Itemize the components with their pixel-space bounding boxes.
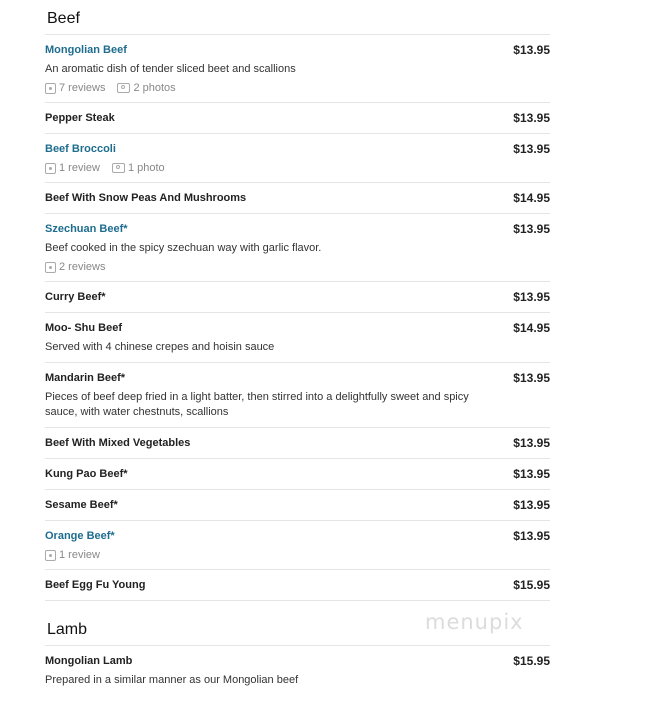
menu-item-description: Pieces of beef deep fried in a light batter, then stirred into a delightfully sweet and spicy sauce, with water chestnuts, scallions: [45, 391, 469, 418]
reviews-count: 1 review: [59, 549, 100, 561]
menu-item: [45, 521, 550, 570]
menu-item-name: Sesame Beef*: [45, 499, 118, 511]
menu-item: [45, 428, 550, 459]
menu-item: [45, 134, 550, 183]
reviews-link[interactable]: [45, 260, 105, 274]
review-icon: [45, 83, 56, 94]
menu-item-price: $13.95: [513, 290, 550, 304]
menu-item: [45, 103, 550, 134]
menu-item-price: $14.95: [513, 191, 550, 205]
menu-item-price: $13.95: [513, 43, 550, 57]
menu-item: [45, 214, 550, 282]
menu-item-description: Prepared in a similar manner as our Mongolian beef: [45, 674, 299, 686]
menu-item-name: Moo- Shu Beef: [45, 322, 122, 334]
menu-item-price: $13.95: [513, 371, 550, 385]
menu-item-name: Curry Beef*: [45, 291, 106, 303]
photos-link[interactable]: [117, 81, 175, 95]
camera-icon: [112, 163, 125, 173]
reviews-link[interactable]: [45, 161, 100, 175]
menu-item-price: $13.95: [513, 142, 550, 156]
reviews-count: 7 reviews: [59, 82, 106, 94]
section-title: Lamb: [45, 611, 550, 646]
menu-item-meta: [45, 548, 480, 562]
photos-count: 1 photo: [127, 162, 165, 174]
menu-item-name-link[interactable]: Beef Broccoli: [45, 143, 116, 155]
menu-item-price: $13.95: [513, 498, 550, 512]
menu-item: [45, 490, 550, 521]
menu-item-name: Kung Pao Beef*: [45, 468, 128, 480]
menu-item-meta: [45, 260, 480, 274]
menu-item-price: $13.95: [513, 529, 550, 543]
menu-item-name: Mongolian Lamb: [45, 655, 133, 667]
reviews-link[interactable]: [45, 81, 105, 95]
camera-icon: [117, 83, 130, 93]
section-title: Beef: [45, 0, 550, 35]
menu-item-price: $13.95: [513, 436, 550, 450]
menu-item-name: Beef With Mixed Vegetables: [45, 437, 191, 449]
menu-item: [45, 313, 550, 363]
review-icon: [45, 550, 56, 561]
menu-item: [45, 646, 550, 695]
menu-item-price: $14.95: [513, 321, 550, 335]
photos-count: 2 photos: [133, 82, 176, 94]
menu-item-name-link[interactable]: Szechuan Beef*: [45, 223, 128, 235]
reviews-count: 1 review: [59, 162, 100, 174]
menu-item-price: $13.95: [513, 111, 550, 125]
review-icon: [45, 163, 56, 174]
menu-item-price: $15.95: [513, 654, 550, 668]
menu-list: [45, 0, 550, 695]
menu-item: [45, 570, 550, 601]
menu-item: [45, 282, 550, 313]
menu-item-name: Beef Egg Fu Young: [45, 579, 146, 591]
menu-item-name: Mandarin Beef*: [45, 372, 126, 384]
menu-item-description: An aromatic dish of tender sliced beet and scallions: [45, 63, 296, 75]
menu-item-name-link[interactable]: Mongolian Beef: [45, 44, 127, 56]
review-icon: [45, 262, 56, 273]
reviews-count: 2 reviews: [59, 261, 106, 273]
menu-item: [45, 183, 550, 214]
menu-item-name: Pepper Steak: [45, 112, 115, 124]
menu-item: [45, 35, 550, 103]
menu-item-name: Beef With Snow Peas And Mushrooms: [45, 192, 247, 204]
menu-item-price: $15.95: [513, 578, 550, 592]
menu-item-name-link[interactable]: Orange Beef*: [45, 530, 115, 542]
menu-item-meta: [45, 81, 480, 95]
menu-item-description: Beef cooked in the spicy szechuan way with garlic flavor.: [45, 242, 322, 254]
menu-item-description: Served with 4 chinese crepes and hoisin sauce: [45, 341, 275, 353]
menu-item: [45, 459, 550, 490]
photos-link[interactable]: [112, 161, 165, 175]
menu-item-meta: [45, 161, 480, 175]
reviews-link[interactable]: [45, 548, 100, 562]
menu-item: [45, 363, 550, 428]
menu-item-price: $13.95: [513, 467, 550, 481]
menu-item-price: $13.95: [513, 222, 550, 236]
menupix-watermark: menupix: [425, 610, 524, 634]
